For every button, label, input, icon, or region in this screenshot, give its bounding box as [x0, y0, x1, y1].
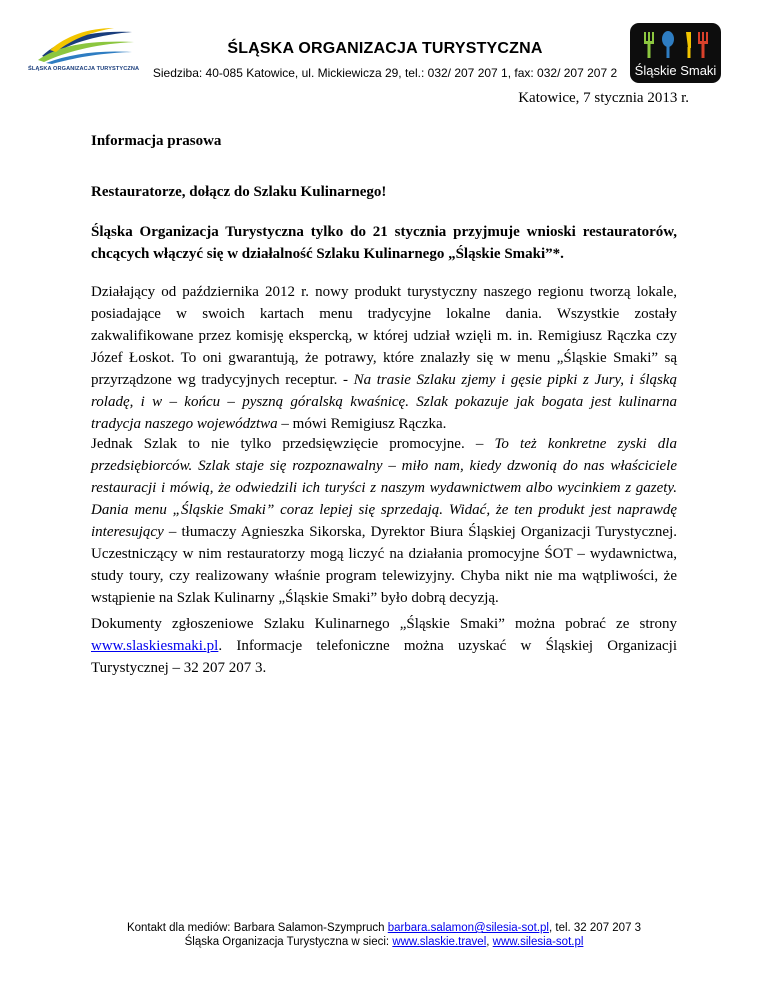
lead-paragraph: Śląska Organizacja Turystyczna tylko do 21 stycznia przyjmuje wnioski restauratorów, chcących włączyć się w działalność Szlaku Kulinarnego „Śląskie Smaki”*. — [91, 224, 677, 262]
footer-web-line — [0, 935, 768, 949]
footer-link-silesia-sot[interactable]: www.silesia-sot.pl — [492, 936, 584, 948]
organization-address: Siedziba: 40-085 Katowice, ul. Mickiewicza 29, tel.: 032/ 207 207 1, fax: 032/ 207 207 2 — [152, 66, 618, 80]
paragraph-1-attribution: – mówi Remigiusz Rączka. — [277, 416, 447, 432]
cutlery-icon — [642, 30, 709, 60]
paragraph-3-after: . Informacje telefoniczne można uzyskać w Śląskiej Organizacji Turystycznej – 32 207 207 3. — [91, 638, 677, 676]
sot-logo — [28, 26, 146, 76]
paragraph-1-text: Działający od października 2012 r. nowy produkt turystyczny naszego regionu tworzą lokale, posiadające w swoich kartach menu tradycyjne lokalne dania. Wszystkie zostały zakwalifikowane przez komisję ekspercką, w której udział wzięli m. in. Remigiusz Rączka czy Józef Łoskot. To oni gwarantują, że potrawy, które znalazły się w menu „Śląskie Smaki” są przyrządzone wg tradycyjnych receptur. - — [91, 284, 677, 388]
footer-separator: , — [486, 936, 493, 948]
document-date: Katowice, 7 stycznia 2013 r. — [518, 90, 689, 106]
slaskiesmaki-link[interactable]: www.slaskiesmaki.pl — [91, 638, 219, 654]
paragraph-2-quote: To też konkretne zyski dla przedsiębiorców. Szlak staje się rozpoznawalny – miło nam, kiedy dzwonią do nas właściciele restauracji i mówią, że odwiedzili ich turyści z naszym wydawnictwem albo wycinkiem z gazety. Dania menu „Śląskie Smaki” coraz lepiej się sprzedają. Widać, że ten produkt jest naprawdę interesujący — [91, 436, 677, 540]
footer-contact-line — [0, 921, 768, 935]
slaskie-smaki-logo-text: Śląskie Smaki — [634, 63, 717, 78]
paragraph-3-before: Dokumenty zgłoszeniowe Szlaku Kulinarnego „Śląskie Smaki” można pobrać ze strony — [91, 616, 677, 632]
paragraph-1-quote: Na trasie Szlaku zjemy i gęsie pipki z Jury, i śląską roladę, i w – końcu – pyszną góralską kwaśnicę. Szlak pokazuje jak bogata jest kulinarna tradycja naszego województwa — [91, 372, 677, 432]
footer-phone: , tel. 32 207 207 3 — [548, 922, 642, 934]
organization-name: ŚLĄSKA ORGANIZACJA TURYSTYCZNA — [227, 40, 543, 57]
sot-logo-caption: ŚLĄSKA ORGANIZACJA TURYSTYCZNA — [28, 66, 140, 72]
headline: Restauratorze, dołącz do Szlaku Kulinarnego! — [91, 184, 387, 200]
footer-web-label: Śląska Organizacja Turystyczna w sieci: — [184, 936, 393, 948]
footer-email-link[interactable]: barbara.salamon@silesia-sot.pl — [387, 922, 549, 934]
footer-contact-label: Kontakt dla mediów: Barbara Salamon-Szympruch — [126, 922, 388, 934]
paragraph-3 — [91, 613, 677, 679]
document-type: Informacja prasowa — [91, 133, 222, 149]
footer — [0, 921, 768, 949]
paragraph-2 — [91, 433, 677, 609]
paragraph-2-rest: – tłumaczy Agnieszka Sikorska, Dyrektor Biura Śląskiej Organizacji Turystycznej. Uczestniczący w nim restauratorzy mogą liczyć na działania promocyjne ŚOT – wydawnictwa, study toury, czy realizowany właśnie program telewizyjny. Chyba nikt nie ma wątpliwości, że wstąpienie na Szlak Kulinarny „Śląskie Smaki” było dobrą decyzją. — [91, 524, 677, 606]
paragraph-1 — [91, 281, 677, 435]
slaskie-smaki-logo — [630, 23, 721, 83]
sot-logo-swoosh-icon — [36, 26, 136, 64]
footer-link-slaskie-travel[interactable]: www.slaskie.travel — [392, 936, 487, 948]
paragraph-2-intro: Jednak Szlak to nie tylko przedsięwzięcie promocyjne. – — [91, 436, 495, 452]
